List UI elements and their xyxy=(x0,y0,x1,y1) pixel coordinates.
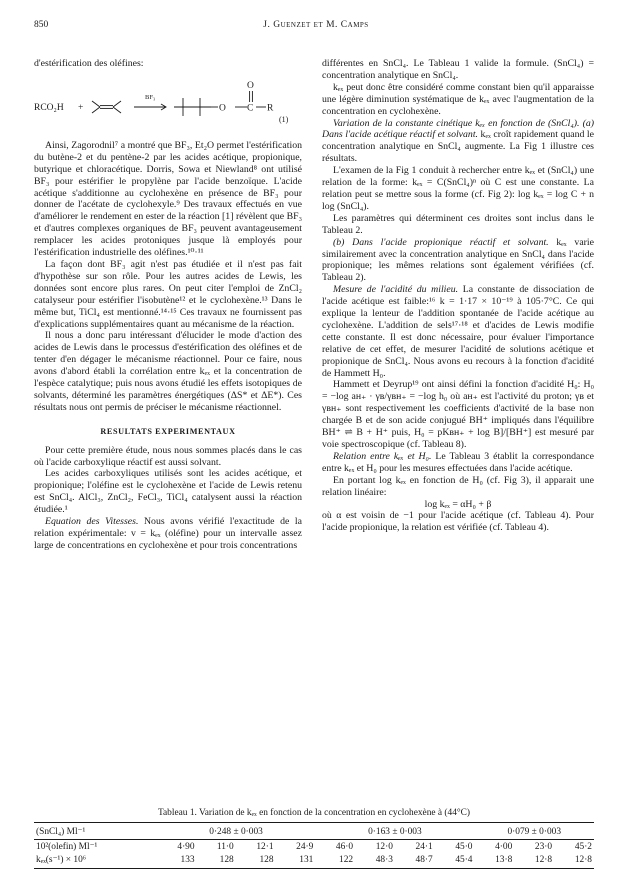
table-cell: 24·9 xyxy=(296,841,314,852)
table-cell: 12·0 xyxy=(375,841,393,852)
paragraph-text: Le Tableau 3 établit la correspondance entre kₑₓ et H₀ pour les mesures effectuées dans l'acide acétique. xyxy=(322,450,594,474)
carbonyl-oxygen: O xyxy=(247,80,254,91)
paragraph-text: La constante de dissociation de l'acide acétique est faible:¹⁶ k = 1·17 × 10⁻¹⁹ à 105·7°C. Ce qui explique la lenteur de l'addition spontanée de l'acide acétique au cyclohexène. L'addition de sels¹⁷·¹⁸ et d'acides de Lewis modifie cette constante. Il est donc nécessaire, pour évaluer l'importance relative de cet effet, de mesurer l'acidité de solutions acétique et propionique de SnCl₄. Nous avons eu recours à la fonction d'acidité de Hammett H₀. xyxy=(322,284,594,379)
paragraph-text: kₑₓ croît rapidement quand le concentration analytique en SnCl₄ augmente. La Fig 1 illustre ces résultats. xyxy=(322,129,595,165)
paragraph xyxy=(322,237,594,285)
table-cell: 46·0 xyxy=(335,841,354,852)
table-cell: 12·8 xyxy=(554,853,594,869)
table-cell: 23·0 xyxy=(534,841,553,852)
run-in-heading: Mesure de l'acidité du milieu. xyxy=(333,284,459,296)
table-caption: Tableau 1. Variation de kₑₓ en fonction de la concentration en cyclohexène à (44°C) xyxy=(157,808,471,818)
table-cell: 11·0 xyxy=(216,841,234,852)
reaction-arrow xyxy=(134,104,166,110)
table-group-header: 0·248 ± 0·003 xyxy=(157,823,316,840)
table-group-header: 0·079 ± 0·003 xyxy=(475,823,595,840)
paragraph xyxy=(322,451,594,475)
paragraph: En portant log kₑₓ en fonction de H₀ (cf. Fig 3), il apparait une relation linéaire: xyxy=(322,474,594,498)
paragraph: Les acides carboxyliques utilisés sont les acides acétique, et propionique; l'oléfine est le cyclohexène et l'acide de Lewis retenu est SnCl₄. AlCl₃, ZnCl₂, FeCl₃, TiCl₄ catalysent aussi la réaction étudiée.¹ xyxy=(34,468,302,516)
reaction-equation xyxy=(34,74,302,134)
table-cell: 24·1 xyxy=(415,841,433,852)
page-number: 850 xyxy=(34,20,49,30)
paragraph-text: kₑₓ varie similairement avec la concentration analytique en SnCl₄ dans l'acide propionique; les mêmes relations sont également vérifiées (cf. Tableau 2). xyxy=(322,236,594,284)
paragraph: Hammett et Deyrup¹⁹ ont ainsi défini la fonction d'acidité H₀: H₀ = −log aʜ₊ · γʙ/γʙʜ₊ = −log h₀ où aʜ₊ est l'activité du proton; γʙ et γʙʜ₊ sont respectivement les coefficients d'activité de la base non chargée B et de son acide conjugué BH⁺ impliqués dans l'équilibre BH⁺ ⇌ B + H⁺ puis, H₀ = pKʙʜ₊ + log B]/[BH⁺] est mesuré par voie spectroscopique (cf. Tableau 8). xyxy=(322,379,594,450)
paragraph: L'examen de la Fig 1 conduit à rechercher entre kₑₓ et (SnCl₄) une relation de la forme: kₑₓ = C(SnCl₄)ⁿ où C est une constante. La relation peut se mettre sous la forme (cf. Fig 2): log kₑₓ = log C + n log (SnCl₄). xyxy=(322,165,594,212)
paragraph: Il nous a donc paru intéressant d'élucider le mode d'action des acides de Lewis dans le processus d'estérification des oléfines et de tenter d'en dégager le mécanisme réactionnel. Pour ce faire, nous avons d'abord établi la corrélation entre kₑₓ et la concentration de l'espèce catalytique; puis nous avons étudié les effets isotopiques de solvants, déterminé les paramètres énergétiques (ΔS* et ΔE*). Ces résultats nous ont permis de préciser le mécanisme réactionnel. xyxy=(34,330,302,413)
table-row xyxy=(34,853,594,869)
table-cell: 45·4 xyxy=(435,853,475,869)
paragraph: différentes en SnCl₄. Le Tableau 1 valide la formule. (SnCl₄) = concentration analytique en SnCl₄. xyxy=(322,58,594,81)
reaction-scheme xyxy=(34,74,302,134)
table-cell: 45·2 xyxy=(574,841,592,852)
table-cell: 12·8 xyxy=(514,853,554,869)
alkene-structure xyxy=(92,101,121,113)
running-header xyxy=(34,20,598,34)
table-group-header: 0·163 ± 0·003 xyxy=(315,823,474,840)
paragraph: kₑₓ peut donc être considéré comme constant bien qu'il apparaisse une légère diminution systématique de kₑₓ avec l'augmentation de la concentration en cyclohexène. xyxy=(322,81,594,117)
plus-sign: + xyxy=(78,102,84,113)
paragraph: La façon dont BF₃ agit n'est pas étudiée et il n'est pas fait d'hypothèse sur son rôle. Pour les autres acides de Lewis, les données sont encore plus rares. On peut citer l'emploi de ZnCl₂ catalyseur pour estérifier l'isobutène¹² et le cyclohexène.¹³ Dans le même but, TiCl₄ est mentionné.¹⁴·¹⁵ Ces travaux ne fournissent pas d'explications supplémentaires quant au mécanisme de la réaction. xyxy=(34,258,302,330)
running-title: J. Guenzet et M. Camps xyxy=(263,20,369,30)
paragraph: Pour cette première étude, nous nous sommes placés dans le cas où l'acide carboxylique réactif est aussi solvant. xyxy=(34,444,302,468)
table-cell: 122 xyxy=(315,853,355,869)
table-row xyxy=(34,840,594,854)
table-cell: 4·90 xyxy=(177,841,195,852)
paragraph xyxy=(322,118,594,166)
table-cell: 4·00 xyxy=(495,841,513,852)
table-header-row xyxy=(34,823,594,840)
table-cell: 48·3 xyxy=(355,853,395,869)
svg-text:C: C xyxy=(247,103,254,114)
row-label: kₑₓ(s⁻¹) × 10⁶ xyxy=(34,853,157,869)
product-r-group: R xyxy=(267,103,274,114)
reactant-label: RCO₂H xyxy=(34,102,64,113)
table-cell: 45·0 xyxy=(455,841,473,852)
paragraph xyxy=(34,516,302,552)
left-column xyxy=(34,58,302,552)
table-cell: 128 xyxy=(236,853,276,869)
equation-number: (1) xyxy=(279,114,289,124)
section-heading: RESULTATS EXPERIMENTAUX xyxy=(100,426,236,436)
data-table xyxy=(34,822,594,869)
table-cell: 133 xyxy=(157,853,197,869)
table-1 xyxy=(34,808,594,869)
paragraph: où α est voisin de −1 pour l'acide acétique (cf. Tableau 4). Pour l'acide propionique, la relation est vérifiée (cf. Tableau 4). xyxy=(322,510,594,534)
run-in-heading: (b) Dans l'acide propionique réactif et solvant. xyxy=(333,236,549,248)
table-cell: 128 xyxy=(197,853,236,869)
catalyst-label: BF₃ xyxy=(145,93,156,101)
run-in-heading: Equation des Vitesses. xyxy=(45,516,139,528)
table-cell: 12·1 xyxy=(256,841,274,852)
row-label: 10²(olefin) Ml⁻¹ xyxy=(36,842,98,852)
right-column xyxy=(322,58,594,534)
intro-text: d'estérification des oléfines: xyxy=(34,58,144,69)
table-group-label: (SnCl₄) Ml⁻¹ xyxy=(34,823,157,840)
paragraph: Les paramètres qui déterminent ces droites sont inclus dans le Tableau 2. xyxy=(322,212,594,236)
run-in-heading: Variation de la constante cinétique kₑₓ en fonction de (SnCl₄). (a) Dans l'acide acétique réactif et solvant. xyxy=(322,117,594,141)
formula: log kₑₓ = αH₀ + β xyxy=(424,498,492,510)
table-cell: 131 xyxy=(276,853,316,869)
paragraph: Ainsi, Zagorodnil⁷ a montré que BF₃, Et₂O permet l'estérification du butène-2 et du pentène-2 par les acides acétique, propionique, butyrique et chloracétique. Dorris, Sowa et Niewland⁸ ont utilisé BF₃ pour estérifier le propylène par l'acide benzoïque. L'acide acétique s'additionne au cyclohexène en présence de BF₃ pour donner de l'acétate de cyclohexyle.⁹ Des travaux effectués en vue d'améliorer le rendement en ester de la réaction [1] révèlent que BF₃ et d'autres complexes organiques de BF₃ peuvent avantageusement remplacer les acides protoniques jusque là employés pour l'estérification industrielle des oléfines.¹⁰·¹¹ xyxy=(34,139,302,259)
paragraph-text: Nous avons vérifié l'exactitude de la relation expérimentale: v = kₑₓ (oléfine) pour un intervalle assez large de concentrations en cyclohexène et pour trois concentrations xyxy=(34,516,302,551)
table-cell: 13·8 xyxy=(475,853,515,869)
table-cell: 48·7 xyxy=(395,853,435,869)
paragraph xyxy=(322,284,594,379)
ester-oxygen: O xyxy=(219,103,226,114)
run-in-heading: Relation entre kₑₓ et H₀. xyxy=(333,450,432,462)
